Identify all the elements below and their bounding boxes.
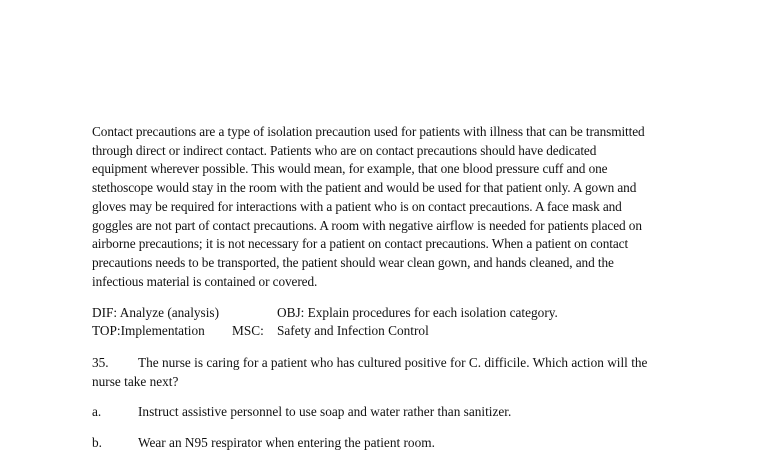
difficulty-label: DIF: Analyze (analysis) (92, 305, 220, 320)
paragraph-line: airborne precautions; it is not necessary for a patient on contact precautions. When a patient on contact (92, 236, 629, 252)
paragraph-line: stethoscope would stay in the room with the patient and would be used for that patient only. A gown and (92, 180, 637, 196)
paragraph-line: equipment wherever possible. This would mean, for example, that one blood pressure cuff and one (92, 161, 608, 177)
msc-label: MSC: (232, 323, 264, 338)
objective-label: OBJ: Explain procedures for each isolation category. (277, 305, 558, 320)
paragraph-line: infectious material is contained or covered. (92, 273, 318, 289)
option-letter: b. (92, 435, 102, 450)
msc-value: Safety and Infection Control (277, 323, 429, 338)
topic-label: TOP:Implementation (92, 323, 205, 338)
paragraph-line: gloves may be required for interactions with a patient who is on contact precautions. A face mask and (92, 198, 622, 214)
question-number: 35. (92, 355, 109, 370)
option-text: Instruct assistive personnel to use soap and water rather than sanitizer. (138, 404, 512, 419)
rationale-paragraph (92, 123, 692, 291)
option-text: Wear an N95 respirator when entering the patient room. (138, 435, 435, 450)
paragraph-line: through direct or indirect contact. Patients who are on contact precautions should have dedicated (92, 142, 597, 158)
option-letter: a. (92, 404, 102, 419)
question-text-line: nurse take next? (92, 373, 179, 389)
paragraph-line: Contact precautions are a type of isolation precaution used for patients with illness that can be transmitted (92, 124, 645, 139)
question-text-line: The nurse is caring for a patient who has cultured positive for C. difficile. Which action will the (138, 355, 648, 370)
paragraph-line: precautions needs to be transported, the patient should wear clean gown, and hands cleaned, and the (92, 254, 614, 270)
paragraph-line: goggles are not part of contact precautions. A room with negative airflow is needed for patients placed on (92, 217, 642, 233)
